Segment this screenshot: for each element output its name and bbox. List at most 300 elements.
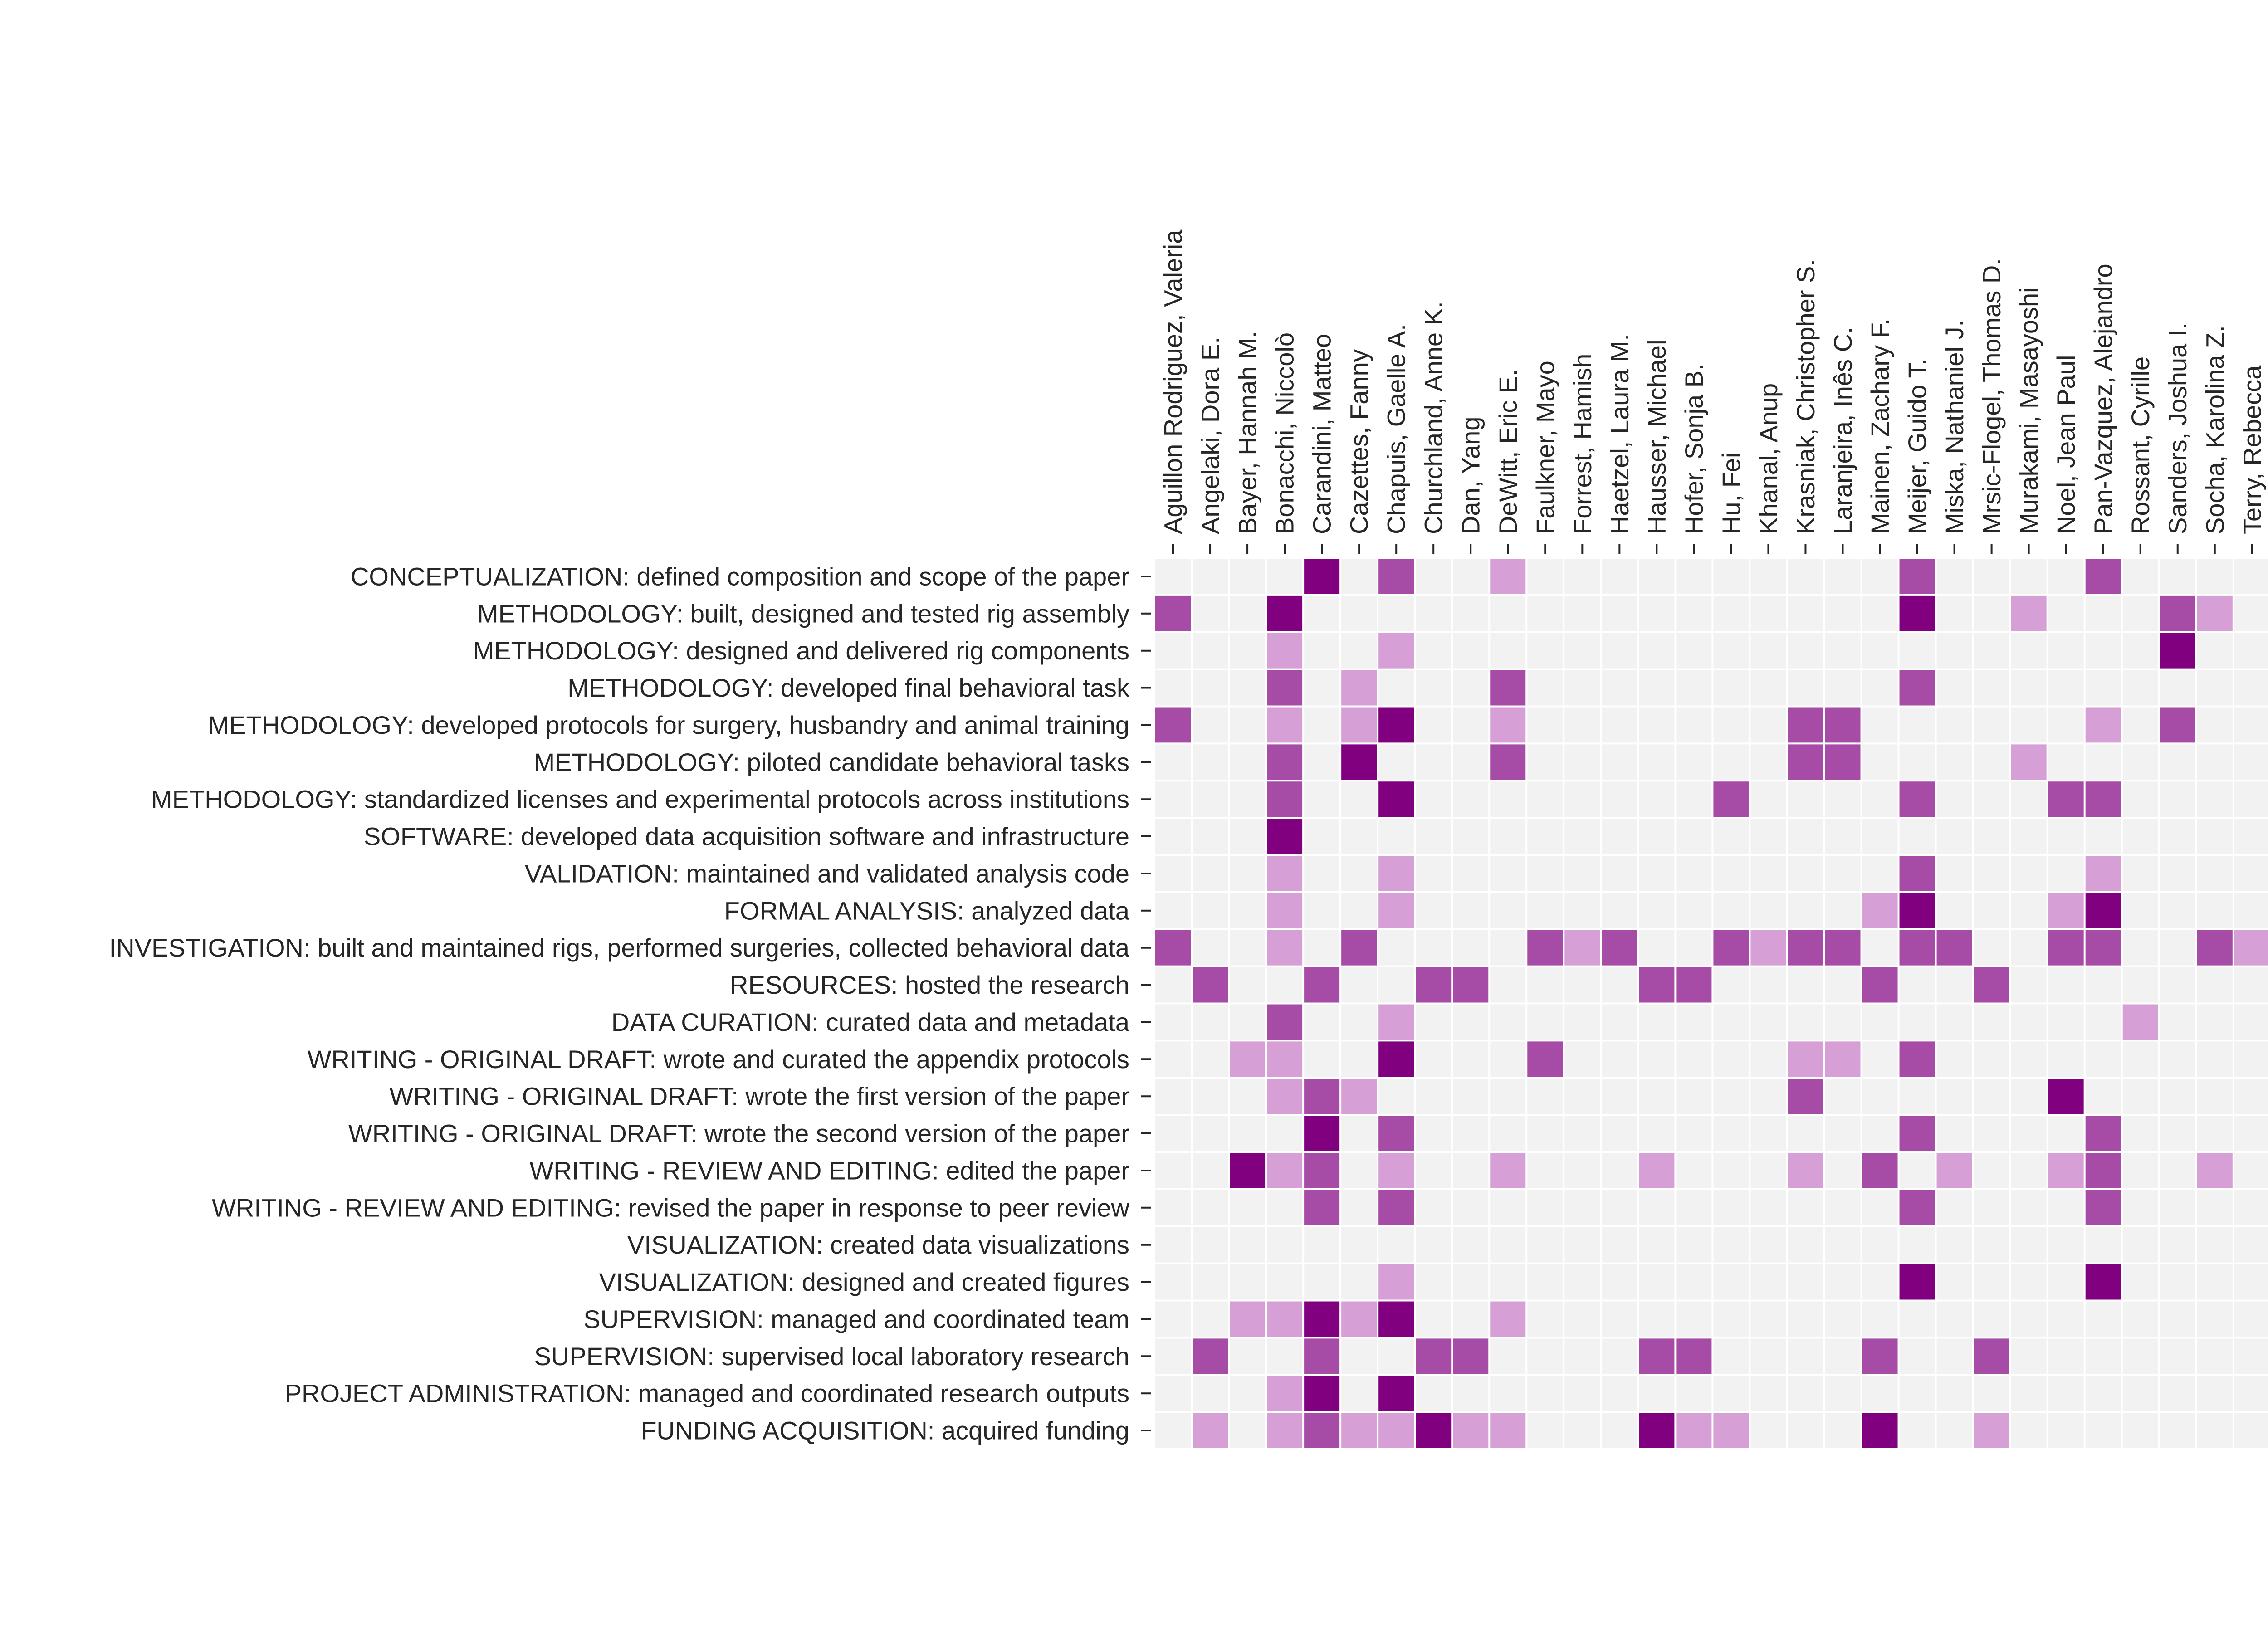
- heatmap-cell: [1825, 1079, 1860, 1114]
- heatmap-cell: [1750, 1190, 1786, 1225]
- heatmap-cell: [1974, 1227, 2009, 1263]
- heatmap-cell: [1341, 930, 1377, 966]
- heatmap-cell: [1453, 1190, 1488, 1225]
- heatmap-cell: [1937, 893, 1972, 928]
- heatmap-cell: [1416, 781, 1451, 817]
- heatmap-cell: [1900, 1376, 1935, 1411]
- row-label: WRITING - REVIEW AND EDITING: edited the paper: [529, 1156, 1129, 1185]
- heatmap-cell: [1974, 1041, 2009, 1077]
- heatmap-cell: [1304, 781, 1339, 817]
- heatmap-cell: [1193, 1079, 1228, 1114]
- heatmap-cell: [1527, 633, 1563, 669]
- heatmap-cell: [1676, 1413, 1711, 1448]
- heatmap-cell: [1453, 670, 1488, 706]
- heatmap-cell: [1713, 893, 1749, 928]
- row-label: WRITING - ORIGINAL DRAFT: wrote the second version of the paper: [348, 1119, 1129, 1148]
- heatmap-cell: [1230, 930, 1265, 966]
- heatmap-cell: [2197, 781, 2233, 817]
- heatmap-cell: [2234, 856, 2268, 891]
- column-label: Murakami, Masayoshi: [2014, 287, 2043, 534]
- heatmap-cell: [1639, 708, 1674, 743]
- heatmap-cell: [1453, 1041, 1488, 1077]
- heatmap-cell: [1304, 893, 1339, 928]
- heatmap-cell: [1564, 1302, 1600, 1337]
- heatmap-cell: [1155, 633, 1191, 669]
- heatmap-cell: [1937, 744, 1972, 780]
- heatmap-cell: [2160, 930, 2195, 966]
- heatmap-cell: [1267, 1376, 1302, 1411]
- heatmap-cell: [1639, 1116, 1674, 1151]
- column-label: Cazettes, Fanny: [1344, 349, 1374, 534]
- heatmap-cell: [1713, 819, 1749, 854]
- heatmap-cell: [1304, 1190, 1339, 1225]
- heatmap-cell: [1937, 1190, 1972, 1225]
- heatmap-cell: [1193, 819, 1228, 854]
- heatmap-cell: [1155, 708, 1191, 743]
- heatmap-cell: [1676, 708, 1711, 743]
- heatmap-cell: [1676, 781, 1711, 817]
- heatmap-cell: [1378, 1376, 1414, 1411]
- heatmap-cell: [1527, 781, 1563, 817]
- heatmap-cell: [2160, 781, 2195, 817]
- heatmap-cell: [1676, 1227, 1711, 1263]
- heatmap-cell: [1453, 559, 1488, 594]
- heatmap-cell: [1453, 967, 1488, 1003]
- heatmap-cell: [1713, 1079, 1749, 1114]
- heatmap-cell: [2234, 1264, 2268, 1300]
- heatmap-cell: [2048, 596, 2084, 631]
- heatmap-cell: [1825, 1153, 1860, 1188]
- heatmap-cell: [2197, 856, 2233, 891]
- heatmap-cell: [1602, 1116, 1637, 1151]
- heatmap-cell: [1527, 1153, 1563, 1188]
- heatmap-cell: [1713, 1413, 1749, 1448]
- heatmap-cell: [1788, 1338, 1823, 1374]
- heatmap-cell: [1341, 967, 1377, 1003]
- heatmap-cell: [1416, 596, 1451, 631]
- heatmap-cell: [2160, 967, 2195, 1003]
- heatmap-cell: [2160, 1376, 2195, 1411]
- heatmap-cell: [1378, 930, 1414, 966]
- heatmap-cell: [1378, 967, 1414, 1003]
- heatmap-cell: [2197, 893, 2233, 928]
- heatmap-cell: [1453, 1338, 1488, 1374]
- column-label: Chapuis, Gaelle A.: [1382, 324, 1411, 534]
- heatmap-cell: [1453, 856, 1488, 891]
- heatmap-cell: [2048, 1338, 2084, 1374]
- heatmap-cell: [1416, 1227, 1451, 1263]
- heatmap-cell: [1267, 1302, 1302, 1337]
- heatmap-cell: [1862, 744, 1898, 780]
- heatmap-cell: [1453, 1005, 1488, 1040]
- heatmap-cell: [1974, 596, 2009, 631]
- heatmap-cell: [1937, 781, 1972, 817]
- heatmap-cell: [1267, 559, 1302, 594]
- heatmap-cell: [2197, 1116, 2233, 1151]
- row-labels: [109, 562, 1130, 1445]
- heatmap-cell: [2197, 1041, 2233, 1077]
- heatmap-cell: [1378, 1227, 1414, 1263]
- heatmap-cell: [1416, 1264, 1451, 1300]
- heatmap-cell: [1378, 744, 1414, 780]
- heatmap-cell: [1267, 1153, 1302, 1188]
- heatmap-cell: [1341, 1190, 1377, 1225]
- heatmap-cell: [1527, 819, 1563, 854]
- heatmap-cell: [1527, 1005, 1563, 1040]
- heatmap-cell: [1639, 633, 1674, 669]
- heatmap-cell: [1490, 856, 1525, 891]
- heatmap-cell: [1527, 708, 1563, 743]
- heatmap-cell: [1230, 708, 1265, 743]
- heatmap-cell: [2197, 819, 2233, 854]
- row-label: WRITING - ORIGINAL DRAFT: wrote and curated the appendix protocols: [307, 1044, 1129, 1074]
- heatmap-cell: [1937, 633, 1972, 669]
- heatmap-cell: [1639, 1264, 1674, 1300]
- row-label: METHODOLOGY: developed final behavioral task: [567, 674, 1129, 703]
- heatmap-cell: [1676, 633, 1711, 669]
- heatmap-cell: [1862, 596, 1898, 631]
- heatmap-cell: [1750, 1376, 1786, 1411]
- heatmap-cell: [2011, 1302, 2047, 1337]
- heatmap-cell: [2011, 596, 2047, 631]
- heatmap-cell: [2048, 967, 2084, 1003]
- heatmap-cell: [1713, 1116, 1749, 1151]
- heatmap-cell: [2234, 1041, 2268, 1077]
- heatmap-cell: [1230, 1041, 1265, 1077]
- heatmap-cell: [1974, 819, 2009, 854]
- heatmap-cell: [1713, 856, 1749, 891]
- heatmap-cell: [1713, 744, 1749, 780]
- heatmap-cell: [1974, 1079, 2009, 1114]
- heatmap-cell: [2048, 1264, 2084, 1300]
- heatmap-cell: [1862, 1227, 1898, 1263]
- row-label: VALIDATION: maintained and validated analysis code: [524, 859, 1129, 888]
- heatmap-cell: [1825, 1264, 1860, 1300]
- heatmap-cell: [2197, 744, 2233, 780]
- heatmap-cell: [2086, 856, 2121, 891]
- heatmap-cell: [1193, 893, 1228, 928]
- heatmap-cell: [1564, 1264, 1600, 1300]
- heatmap-cell: [1155, 1190, 1191, 1225]
- heatmap-cell: [1788, 1264, 1823, 1300]
- heatmap-cell: [1230, 1079, 1265, 1114]
- heatmap-cell: [1750, 781, 1786, 817]
- heatmap-cell: [1564, 856, 1600, 891]
- heatmap-cell: [1713, 670, 1749, 706]
- heatmap-cell: [1639, 967, 1674, 1003]
- heatmap-cell: [1602, 1041, 1637, 1077]
- heatmap-cell: [1937, 930, 1972, 966]
- heatmap-cell: [1453, 633, 1488, 669]
- heatmap-cell: [1490, 1190, 1525, 1225]
- heatmap-cell: [1676, 1041, 1711, 1077]
- heatmap-cell: [1230, 1227, 1265, 1263]
- heatmap-cell: [1788, 967, 1823, 1003]
- heatmap-cell: [1304, 1005, 1339, 1040]
- heatmap-cell: [2197, 967, 2233, 1003]
- heatmap-cell: [1862, 1338, 1898, 1374]
- heatmap-cell: [1750, 708, 1786, 743]
- heatmap-cell: [1341, 1005, 1377, 1040]
- heatmap-cell: [2048, 781, 2084, 817]
- heatmap-cell: [2160, 1413, 2195, 1448]
- heatmap-cell: [1193, 744, 1228, 780]
- row-label: METHODOLOGY: standardized licenses and experimental protocols across institutions: [151, 785, 1129, 814]
- heatmap-cell: [1564, 893, 1600, 928]
- heatmap-cell: [1825, 930, 1860, 966]
- heatmap-cell: [1639, 670, 1674, 706]
- heatmap-cell: [1900, 1413, 1935, 1448]
- heatmap-cell: [1862, 1264, 1898, 1300]
- heatmap-cell: [1974, 1376, 2009, 1411]
- heatmap-cell: [1304, 856, 1339, 891]
- heatmap-cell: [1750, 670, 1786, 706]
- heatmap-cell: [1937, 1302, 1972, 1337]
- heatmap-cell: [1267, 670, 1302, 706]
- heatmap-cell: [1900, 1338, 1935, 1374]
- heatmap-cell: [2160, 893, 2195, 928]
- heatmap-cell: [1267, 1227, 1302, 1263]
- heatmap-cell: [1862, 1190, 1898, 1225]
- heatmap-cell: [2086, 1264, 2121, 1300]
- heatmap-cell: [2011, 559, 2047, 594]
- heatmap-cell: [1900, 744, 1935, 780]
- heatmap-cell: [2234, 930, 2268, 966]
- heatmap-cell: [1341, 708, 1377, 743]
- heatmap-cell: [1453, 893, 1488, 928]
- heatmap-cell: [2197, 1190, 2233, 1225]
- heatmap-cell: [1453, 1116, 1488, 1151]
- heatmap-cell: [1341, 670, 1377, 706]
- heatmap-cell: [1527, 1338, 1563, 1374]
- heatmap-cell: [1527, 1190, 1563, 1225]
- heatmap-cell: [1341, 1338, 1377, 1374]
- heatmap-cell: [1267, 633, 1302, 669]
- heatmap-cell: [1750, 1041, 1786, 1077]
- heatmap-cell: [1639, 1227, 1674, 1263]
- heatmap-cell: [1974, 1153, 2009, 1188]
- heatmap-cell: [1564, 1041, 1600, 1077]
- heatmap-cell: [1788, 856, 1823, 891]
- heatmap-cell: [1378, 1005, 1414, 1040]
- heatmap-cell: [2234, 633, 2268, 669]
- heatmap-cell: [2234, 744, 2268, 780]
- heatmap-cell: [1974, 1302, 2009, 1337]
- heatmap-cell: [1862, 1116, 1898, 1151]
- heatmap-cell: [1564, 1079, 1600, 1114]
- heatmap-cell: [1378, 1413, 1414, 1448]
- heatmap-cell: [2234, 1413, 2268, 1448]
- heatmap-cell: [1750, 1302, 1786, 1337]
- heatmap-cell: [1490, 893, 1525, 928]
- heatmap-cell: [2086, 633, 2121, 669]
- heatmap-cell: [1304, 1376, 1339, 1411]
- heatmap-cell: [1267, 781, 1302, 817]
- heatmap-cell: [2160, 1153, 2195, 1188]
- heatmap-cell: [1676, 670, 1711, 706]
- heatmap-cell: [1267, 1079, 1302, 1114]
- heatmap-cell: [1937, 1041, 1972, 1077]
- heatmap-cell: [1602, 1079, 1637, 1114]
- heatmap-cell: [2086, 1041, 2121, 1077]
- heatmap-cell: [1453, 930, 1488, 966]
- heatmap-cell: [1341, 1116, 1377, 1151]
- heatmap-cell: [1155, 819, 1191, 854]
- heatmap-cell: [1416, 1116, 1451, 1151]
- heatmap-cell: [1155, 1264, 1191, 1300]
- heatmap-cell: [2048, 1227, 2084, 1263]
- heatmap-cell: [2048, 1413, 2084, 1448]
- heatmap-cell: [2011, 1413, 2047, 1448]
- heatmap-cell: [1155, 744, 1191, 780]
- heatmap-cell: [1750, 856, 1786, 891]
- heatmap-cell: [1713, 1005, 1749, 1040]
- heatmap-cell: [1416, 893, 1451, 928]
- column-label: Krasniak, Christopher S.: [1791, 259, 1820, 534]
- heatmap-cell: [1155, 781, 1191, 817]
- heatmap-cell: [1267, 893, 1302, 928]
- heatmap-cell: [2160, 559, 2195, 594]
- heatmap-cell: [1974, 893, 2009, 928]
- heatmap-cell: [1676, 744, 1711, 780]
- heatmap-cell: [2086, 893, 2121, 928]
- heatmap-cell: [2197, 708, 2233, 743]
- heatmap-cell: [1155, 559, 1191, 594]
- heatmap-cell: [2123, 1264, 2158, 1300]
- heatmap-cell: [2160, 1227, 2195, 1263]
- heatmap-cell: [2123, 967, 2158, 1003]
- heatmap-cell: [1639, 930, 1674, 966]
- heatmap-cell: [1713, 1190, 1749, 1225]
- heatmap-cell: [1155, 1227, 1191, 1263]
- heatmap-cell: [1193, 1264, 1228, 1300]
- heatmap-cell: [1639, 1079, 1674, 1114]
- heatmap-cell: [1937, 596, 1972, 631]
- heatmap-cell: [1341, 1264, 1377, 1300]
- heatmap-cell: [1750, 1079, 1786, 1114]
- heatmap-cell: [1676, 1338, 1711, 1374]
- heatmap-cell: [2234, 819, 2268, 854]
- heatmap-cell: [1527, 856, 1563, 891]
- heatmap-cell: [2011, 1376, 2047, 1411]
- heatmap-cell: [1416, 633, 1451, 669]
- column-label: Terry, Rebecca: [2238, 365, 2267, 534]
- heatmap-cell: [1378, 1338, 1414, 1374]
- heatmap-cell: [1453, 708, 1488, 743]
- heatmap-cell: [1788, 781, 1823, 817]
- heatmap-cell: [2123, 559, 2158, 594]
- heatmap-cell: [2197, 559, 2233, 594]
- heatmap-cell: [1862, 930, 1898, 966]
- heatmap-cell: [1937, 1338, 1972, 1374]
- heatmap-cell: [1900, 856, 1935, 891]
- heatmap-cell: [1900, 781, 1935, 817]
- heatmap-cell: [1304, 1041, 1339, 1077]
- heatmap-cell: [1230, 744, 1265, 780]
- heatmap-cell: [1490, 819, 1525, 854]
- heatmap-cell: [2086, 1302, 2121, 1337]
- heatmap-cell: [1490, 967, 1525, 1003]
- heatmap-cell: [1378, 819, 1414, 854]
- heatmap-cell: [1304, 633, 1339, 669]
- heatmap-cell: [1378, 559, 1414, 594]
- heatmap-cell: [1602, 1153, 1637, 1188]
- heatmap-cell: [1193, 1041, 1228, 1077]
- heatmap-cell: [1564, 1190, 1600, 1225]
- heatmap-cell: [1937, 856, 1972, 891]
- row-label: METHODOLOGY: piloted candidate behavioral tasks: [533, 747, 1129, 776]
- heatmap-cell: [1193, 708, 1228, 743]
- heatmap-cell: [1230, 1005, 1265, 1040]
- heatmap-cell: [1378, 856, 1414, 891]
- heatmap-cell: [1602, 1376, 1637, 1411]
- column-label: Miska, Nathaniel J.: [1940, 319, 1969, 534]
- heatmap-cell: [2234, 1190, 2268, 1225]
- heatmap-cell: [1974, 1338, 2009, 1374]
- heatmap-cell: [1900, 1190, 1935, 1225]
- heatmap-cell: [1304, 1302, 1339, 1337]
- heatmap-cell: [1304, 1227, 1339, 1263]
- heatmap-cell: [2086, 559, 2121, 594]
- heatmap-cell: [1713, 708, 1749, 743]
- heatmap-cell: [1304, 670, 1339, 706]
- heatmap-cell: [1788, 1079, 1823, 1114]
- heatmap-cell: [2011, 1227, 2047, 1263]
- heatmap-cell: [2048, 1116, 2084, 1151]
- heatmap-cell: [2123, 819, 2158, 854]
- heatmap-cell: [2160, 744, 2195, 780]
- heatmap-cell: [1453, 1302, 1488, 1337]
- heatmap-cell: [1193, 1376, 1228, 1411]
- heatmap-cell: [2086, 967, 2121, 1003]
- heatmap-cell: [1416, 1005, 1451, 1040]
- heatmap-cell: [1900, 1302, 1935, 1337]
- heatmap-cell: [1304, 744, 1339, 780]
- heatmap-cell: [1788, 893, 1823, 928]
- heatmap-cell: [1713, 781, 1749, 817]
- heatmap-cell: [1490, 930, 1525, 966]
- heatmap-cell: [2234, 596, 2268, 631]
- heatmap-cell: [1304, 559, 1339, 594]
- heatmap-cell: [1193, 596, 1228, 631]
- heatmap-cell: [1564, 1413, 1600, 1448]
- heatmap-cell: [1564, 781, 1600, 817]
- heatmap-cell: [1862, 1005, 1898, 1040]
- heatmap-cell: [1676, 1264, 1711, 1300]
- heatmap-cell: [1676, 893, 1711, 928]
- heatmap-cell: [1193, 930, 1228, 966]
- heatmap-cell: [1713, 1041, 1749, 1077]
- heatmap-cell: [1676, 930, 1711, 966]
- heatmap-cell: [1713, 930, 1749, 966]
- heatmap-cell: [1527, 670, 1563, 706]
- heatmap-cell: [1602, 744, 1637, 780]
- row-label: METHODOLOGY: designed and delivered rig components: [473, 636, 1129, 665]
- heatmap-cell: [2123, 930, 2158, 966]
- heatmap-cell: [1750, 1264, 1786, 1300]
- heatmap-cell: [1788, 1413, 1823, 1448]
- heatmap-cell: [1490, 1079, 1525, 1114]
- heatmap-cell: [1862, 1302, 1898, 1337]
- heatmap-cell: [1378, 1116, 1414, 1151]
- heatmap-cell: [2086, 1153, 2121, 1188]
- heatmap-cell: [1862, 1041, 1898, 1077]
- heatmap-cell: [1788, 1376, 1823, 1411]
- heatmap-cell: [1527, 930, 1563, 966]
- heatmap-cell: [1900, 1116, 1935, 1151]
- heatmap-cell: [1378, 1302, 1414, 1337]
- heatmap-cell: [2197, 1227, 2233, 1263]
